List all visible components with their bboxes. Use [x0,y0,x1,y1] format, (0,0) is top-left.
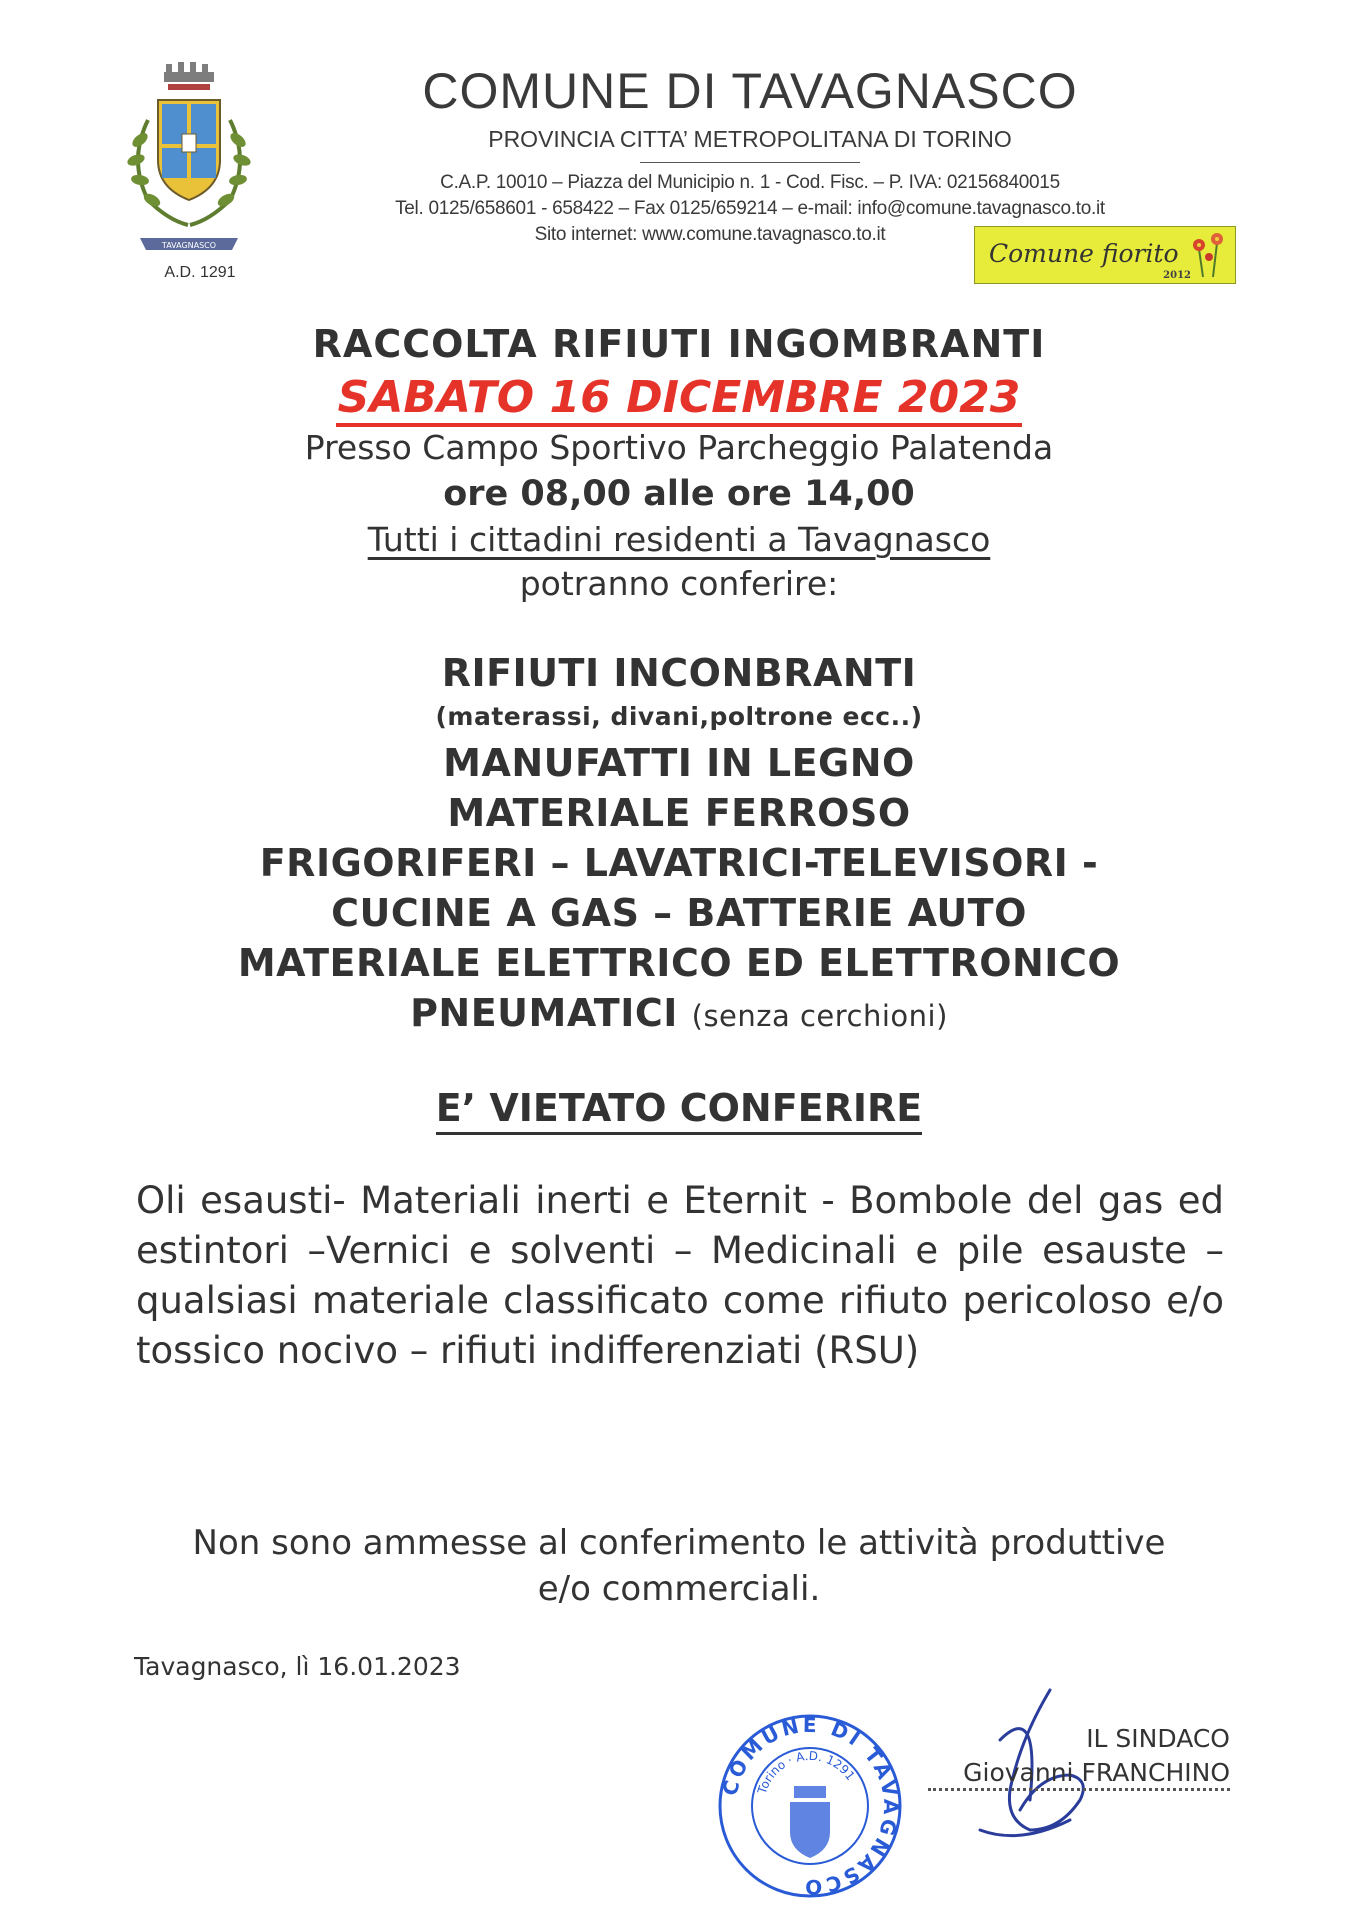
badge-year: 2012 [1163,270,1191,281]
municipality-title: COMUNE DI TAVAGNASCO [422,63,1078,119]
stamp-inner-text: Torino · A.D. 1291 [754,1748,858,1796]
allowed-item: FRIGORIFERI – LAVATRICI-TELEVISORI - [259,841,1099,885]
allowed-item: PNEUMATICI [410,991,678,1035]
place-and-date: Tavagnasco, lì 16.01.2023 [134,1652,461,1681]
allowed-item: CUCINE A GAS – BATTERIE AUTO [331,891,1027,935]
official-stamp-icon [712,1712,908,1900]
collection-date-text: SABATO 16 DICEMBRE 2023 [336,372,1023,427]
allowed-item: MATERIALE FERROSO [447,791,911,835]
contact-line: Tel. 0125/658601 - 658422 – Fax 0125/659214 – e-mail: info@comune.tavagnasco.to.it [395,198,1105,219]
province-subtitle: PROVINCIA CITTA’ METROPOLITANA DI TORINO [488,126,1012,152]
header-divider [640,162,860,163]
signatory-title: IL SINDACO [1086,1724,1230,1753]
crest-ribbon-text: TAVAGNASCO [161,241,217,250]
allowed-item-row [0,991,1358,1035]
signature-line [928,1788,1230,1791]
notice-heading: RACCOLTA RIFIUTI INGOMBRANTI [312,322,1046,366]
badge-text: Comune fiorito [989,239,1179,268]
forbidden-heading [0,1086,1358,1130]
collection-date [0,372,1358,423]
collection-hours: ore 08,00 alle ore 14,00 [443,474,915,514]
can-deliver-line: potranno conferire: [519,564,839,603]
forbidden-heading-text: E’ VIETATO CONFERIRE [436,1086,923,1135]
forbidden-items-paragraph: Oli esausti- Materiali inerti e Eternit - Bombole del gas ed estintori –Vernici e solventi – Medicinali e pile esauste – qualsiasi materiale classificato come rifiuto pericoloso e/o tossico nocivo – rifiuti indifferenziati (RSU) [136,1179,1224,1372]
crest-year-label: A.D. 1291 [164,264,236,281]
website-line: Sito internet: www.comune.tavagnasco.to.it [534,224,886,245]
allowed-item: MANUFATTI IN LEGNO [443,741,915,785]
signatory-name: Giovanni FRANCHINO [963,1758,1230,1787]
collection-location: Presso Campo Sportivo Parcheggio Palatenda [304,428,1054,467]
allowed-item: RIFIUTI INCONBRANTI [441,651,917,695]
residents-line [0,520,1358,559]
stamp-text: COMUNE DI TAVAGNASCO [717,1712,904,1900]
allowed-item-note: (senza cerchioni) [691,999,948,1033]
commercial-note-line: e/o commerciali. [537,1569,821,1609]
address-line: C.A.P. 10010 – Piazza del Municipio n. 1 - Cod. Fisc. – P. IVA: 02156840015 [440,172,1060,193]
commercial-note-line: Non sono ammesse al conferimento le attività produttive [192,1523,1166,1563]
residents-text: Tutti i cittadini residenti a Tavagnasco [367,520,991,559]
allowed-item: MATERIALE ELETTRICO ED ELETTRONICO [237,941,1121,985]
commercial-note [0,1520,1358,1612]
comune-fiorito-badge [974,226,1236,284]
municipal-crest-icon [118,60,260,260]
allowed-item-note: (materassi, divani,poltrone ecc..) [435,702,923,731]
